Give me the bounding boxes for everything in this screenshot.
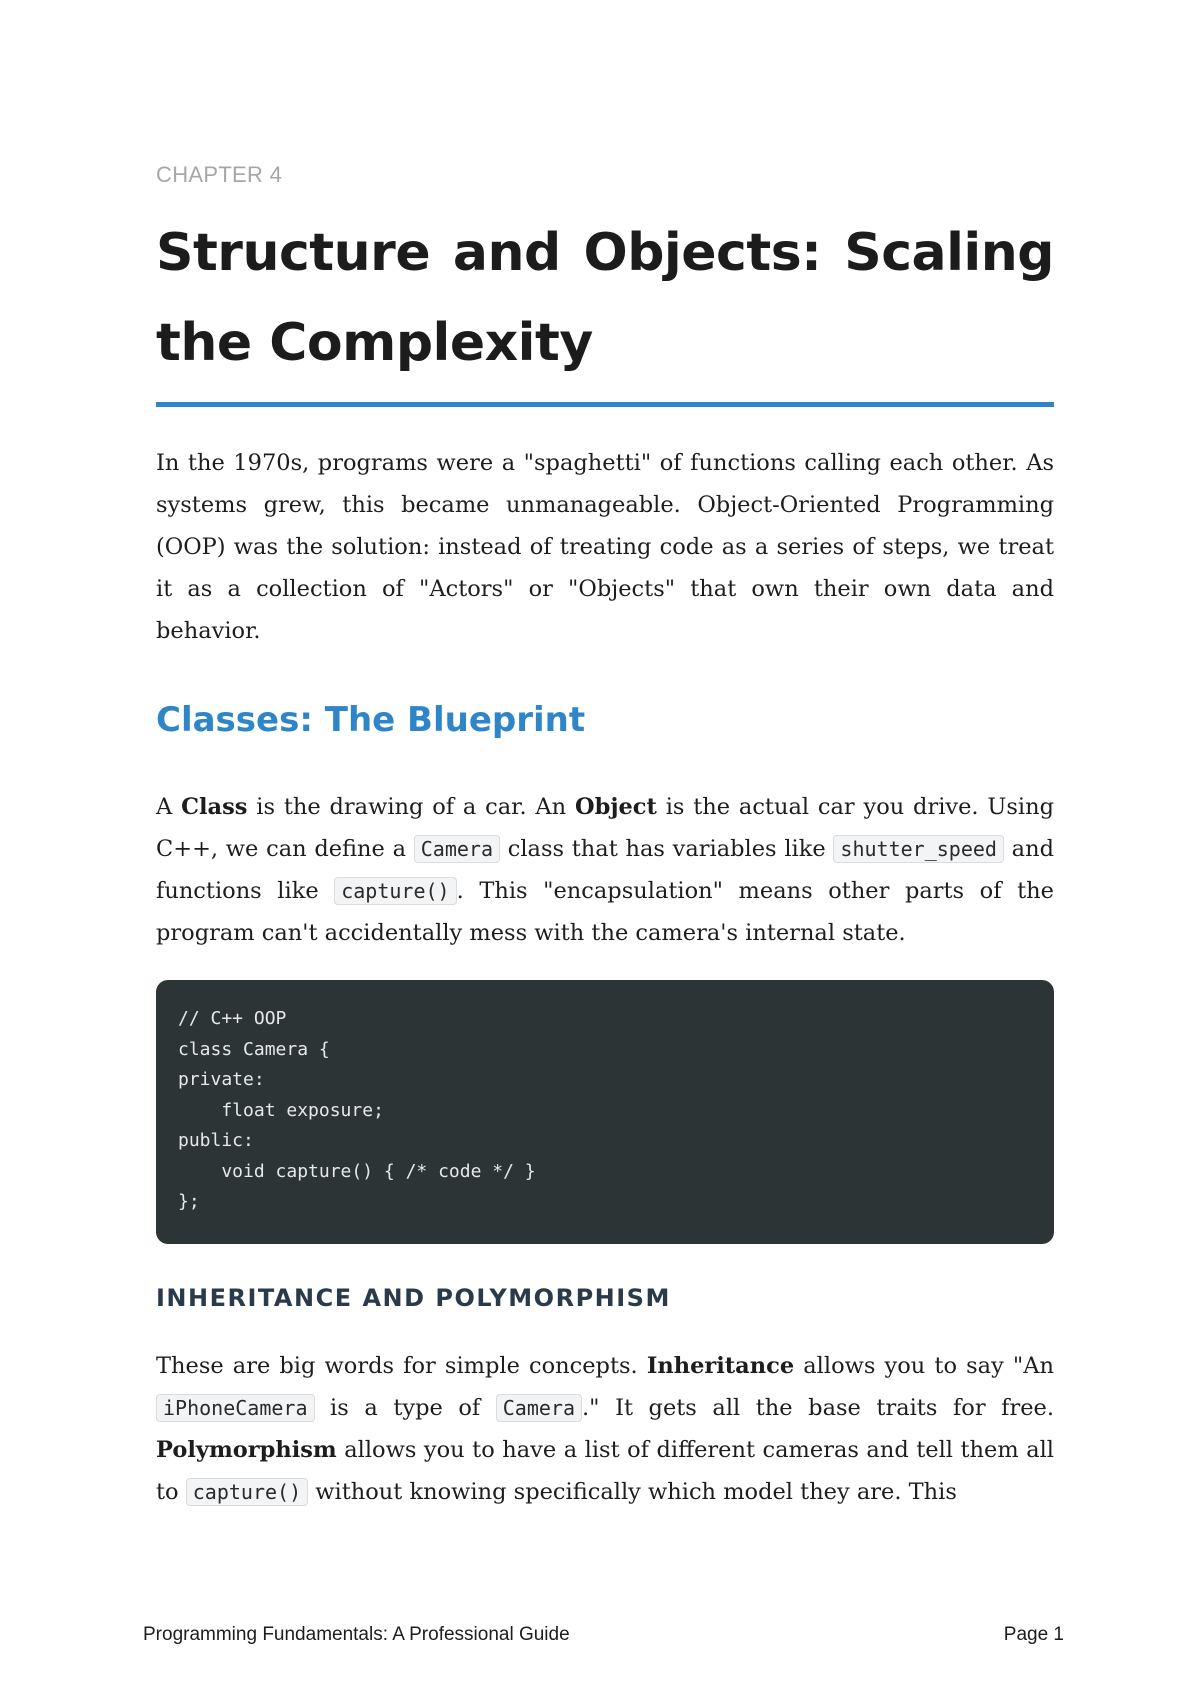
footer-book-title: Programming Fundamentals: A Professional Guide: [143, 1624, 570, 1645]
chapter-label: CHAPTER 4: [156, 162, 283, 187]
text-run: These are big words for simple concepts.: [156, 1353, 647, 1379]
text-run: is a type of: [314, 1395, 496, 1421]
text-run: class that has variables like: [500, 836, 834, 862]
bold-term-object: Object: [574, 794, 657, 820]
title-divider: [156, 402, 1054, 407]
inheritance-paragraph: [156, 1345, 1054, 1513]
intro-paragraph: In the 1970s, programs were a "spaghetti" of functions calling each other. As systems grew, this became unmanageable. Object-Oriented Programming (OOP) was the solution: instead of treating code as a series of steps, we treat it as a collection of "Actors" or "Objects" that own their own data and behavior.: [156, 450, 1054, 644]
inline-code-capture: capture(): [334, 877, 456, 905]
text-run: is the drawing of a car. An: [247, 794, 575, 820]
footer-page-number: Page 1: [1003, 1624, 1064, 1645]
classes-paragraph: [156, 786, 1054, 954]
inline-code-camera: Camera: [414, 835, 500, 863]
code-block-text: // C++ OOP class Camera { private: float exposure; public: void capture() { /* code */ } };: [178, 1008, 536, 1212]
page-title: Structure and Objects: Scaling the Complexity: [156, 223, 1054, 373]
text-run: and functions like: [156, 836, 1054, 904]
inline-code-camera: Camera: [496, 1394, 582, 1422]
section-heading-classes: Classes: The Blueprint: [156, 700, 586, 740]
text-run: A: [156, 794, 182, 820]
text-run: without knowing specifically which model they are. This: [308, 1479, 957, 1505]
section-heading-inheritance: INHERITANCE AND POLYMORPHISM: [156, 1284, 671, 1312]
text-run: is the actual car you drive. Using C++, we can define a: [156, 794, 1054, 862]
bold-term-polymorphism: Polymorphism: [156, 1437, 337, 1463]
bold-term-class: Class: [181, 794, 248, 820]
code-block: [156, 980, 1054, 1244]
bold-term-inheritance: Inheritance: [646, 1353, 795, 1379]
inline-code-shutter-speed: shutter_speed: [833, 835, 1004, 863]
inline-code-iphonecamera: iPhoneCamera: [156, 1394, 315, 1422]
text-run: allows you to say "An: [794, 1353, 1054, 1379]
text-run: allows you to have a list of different cameras and tell them all to: [156, 1437, 1054, 1505]
text-run: . This "encapsulation" means other parts of the program can't accidentally mess with the camera's internal state.: [156, 878, 1054, 946]
inline-code-capture: capture(): [186, 1478, 308, 1506]
text-run: ." It gets all the base traits for free.: [582, 1395, 1054, 1421]
